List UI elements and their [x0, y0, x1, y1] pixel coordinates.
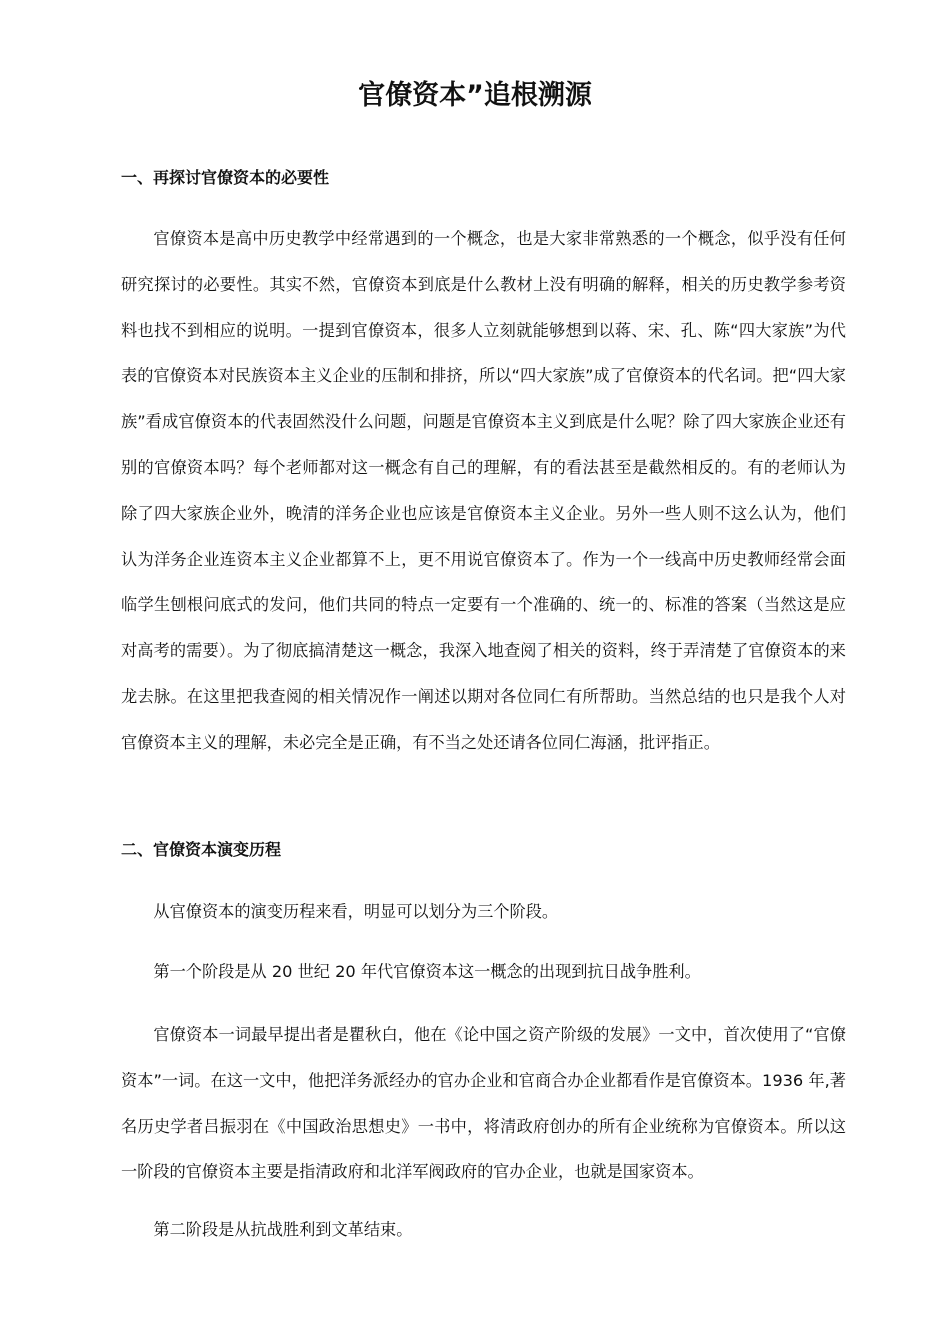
section-2-paragraph-4: 第二阶段是从抗战胜利到文革结束。: [153, 1220, 413, 1239]
section-2-paragraph-3: 官僚资本一词最早提出者是瞿秋白，他在《论中国之资产阶级的发展》一文中，首次使用了“官僚资本”一词。在这一文中，他把洋务派经办的官办企业和官商合办企业都看作是官僚资本。1936 年,著名历史学者吕振羽在《中国政治思想史》一书中，将清政府创办的所有企业统称为官僚资本。所以这一阶段的官僚资本主要是指清政府和北洋军阀政府的官办企业，也就是国家资本。: [121, 1025, 846, 1182]
section-1-paragraph-1: 官僚资本是高中历史教学中经常遇到的一个概念，也是大家非常熟悉的一个概念，似乎没有任何研究探讨的必要性。其实不然，官僚资本到底是什么教材上没有明确的解释，相关的历史教学参考资料也找不到相应的说明。一提到官僚资本，很多人立刻就能够想到以蒋、宋、孔、陈“四大家族”为代表的官僚资本对民族资本主义企业的压制和排挤，所以“四大家族”成了官僚资本的代名词。把“四大家族”看成官僚资本的代表固然没什么问题，问题是官僚资本主义到底是什么呢？除了四大家族企业还有别的官僚资本吗？每个老师都对这一概念有自己的理解，有的看法甚至是截然相反的。有的老师认为除了四大家族企业外，晚清的洋务企业也应该是官僚资本主义企业。另外一些人则不这么认为，他们认为洋务企业连资本主义企业都算不上，更不用说官僚资本了。作为一个一线高中历史教师经常会面临学生刨根问底式的发问，他们共同的特点一定要有一个准确的、统一的、标准的答案（当然这是应对高考的需要）。为了彻底搞清楚这一概念，我深入地查阅了相关的资料，终于弄清楚了官僚资本的来龙去脉。在这里把我查阅的相关情况作一阐述以期对各位同仁有所帮助。当然总结的也只是我个人对官僚资本主义的理解，未必完全是正确，有不当之处还请各位同仁海涵，批评指正。: [121, 229, 846, 752]
section-heading-1: 一、再探讨官僚资本的必要性: [121, 168, 330, 187]
section-2-paragraph-2: 第一个阶段是从 20 世纪 20 年代官僚资本这一概念的出现到抗日战争胜利。: [153, 962, 701, 981]
document-title: 官僚资本”追根溯源: [358, 80, 592, 111]
section-heading-2: 二、官僚资本演变历程: [121, 840, 282, 859]
section-2-paragraph-1: 从官僚资本的演变历程来看，明显可以划分为三个阶段。: [153, 902, 559, 921]
